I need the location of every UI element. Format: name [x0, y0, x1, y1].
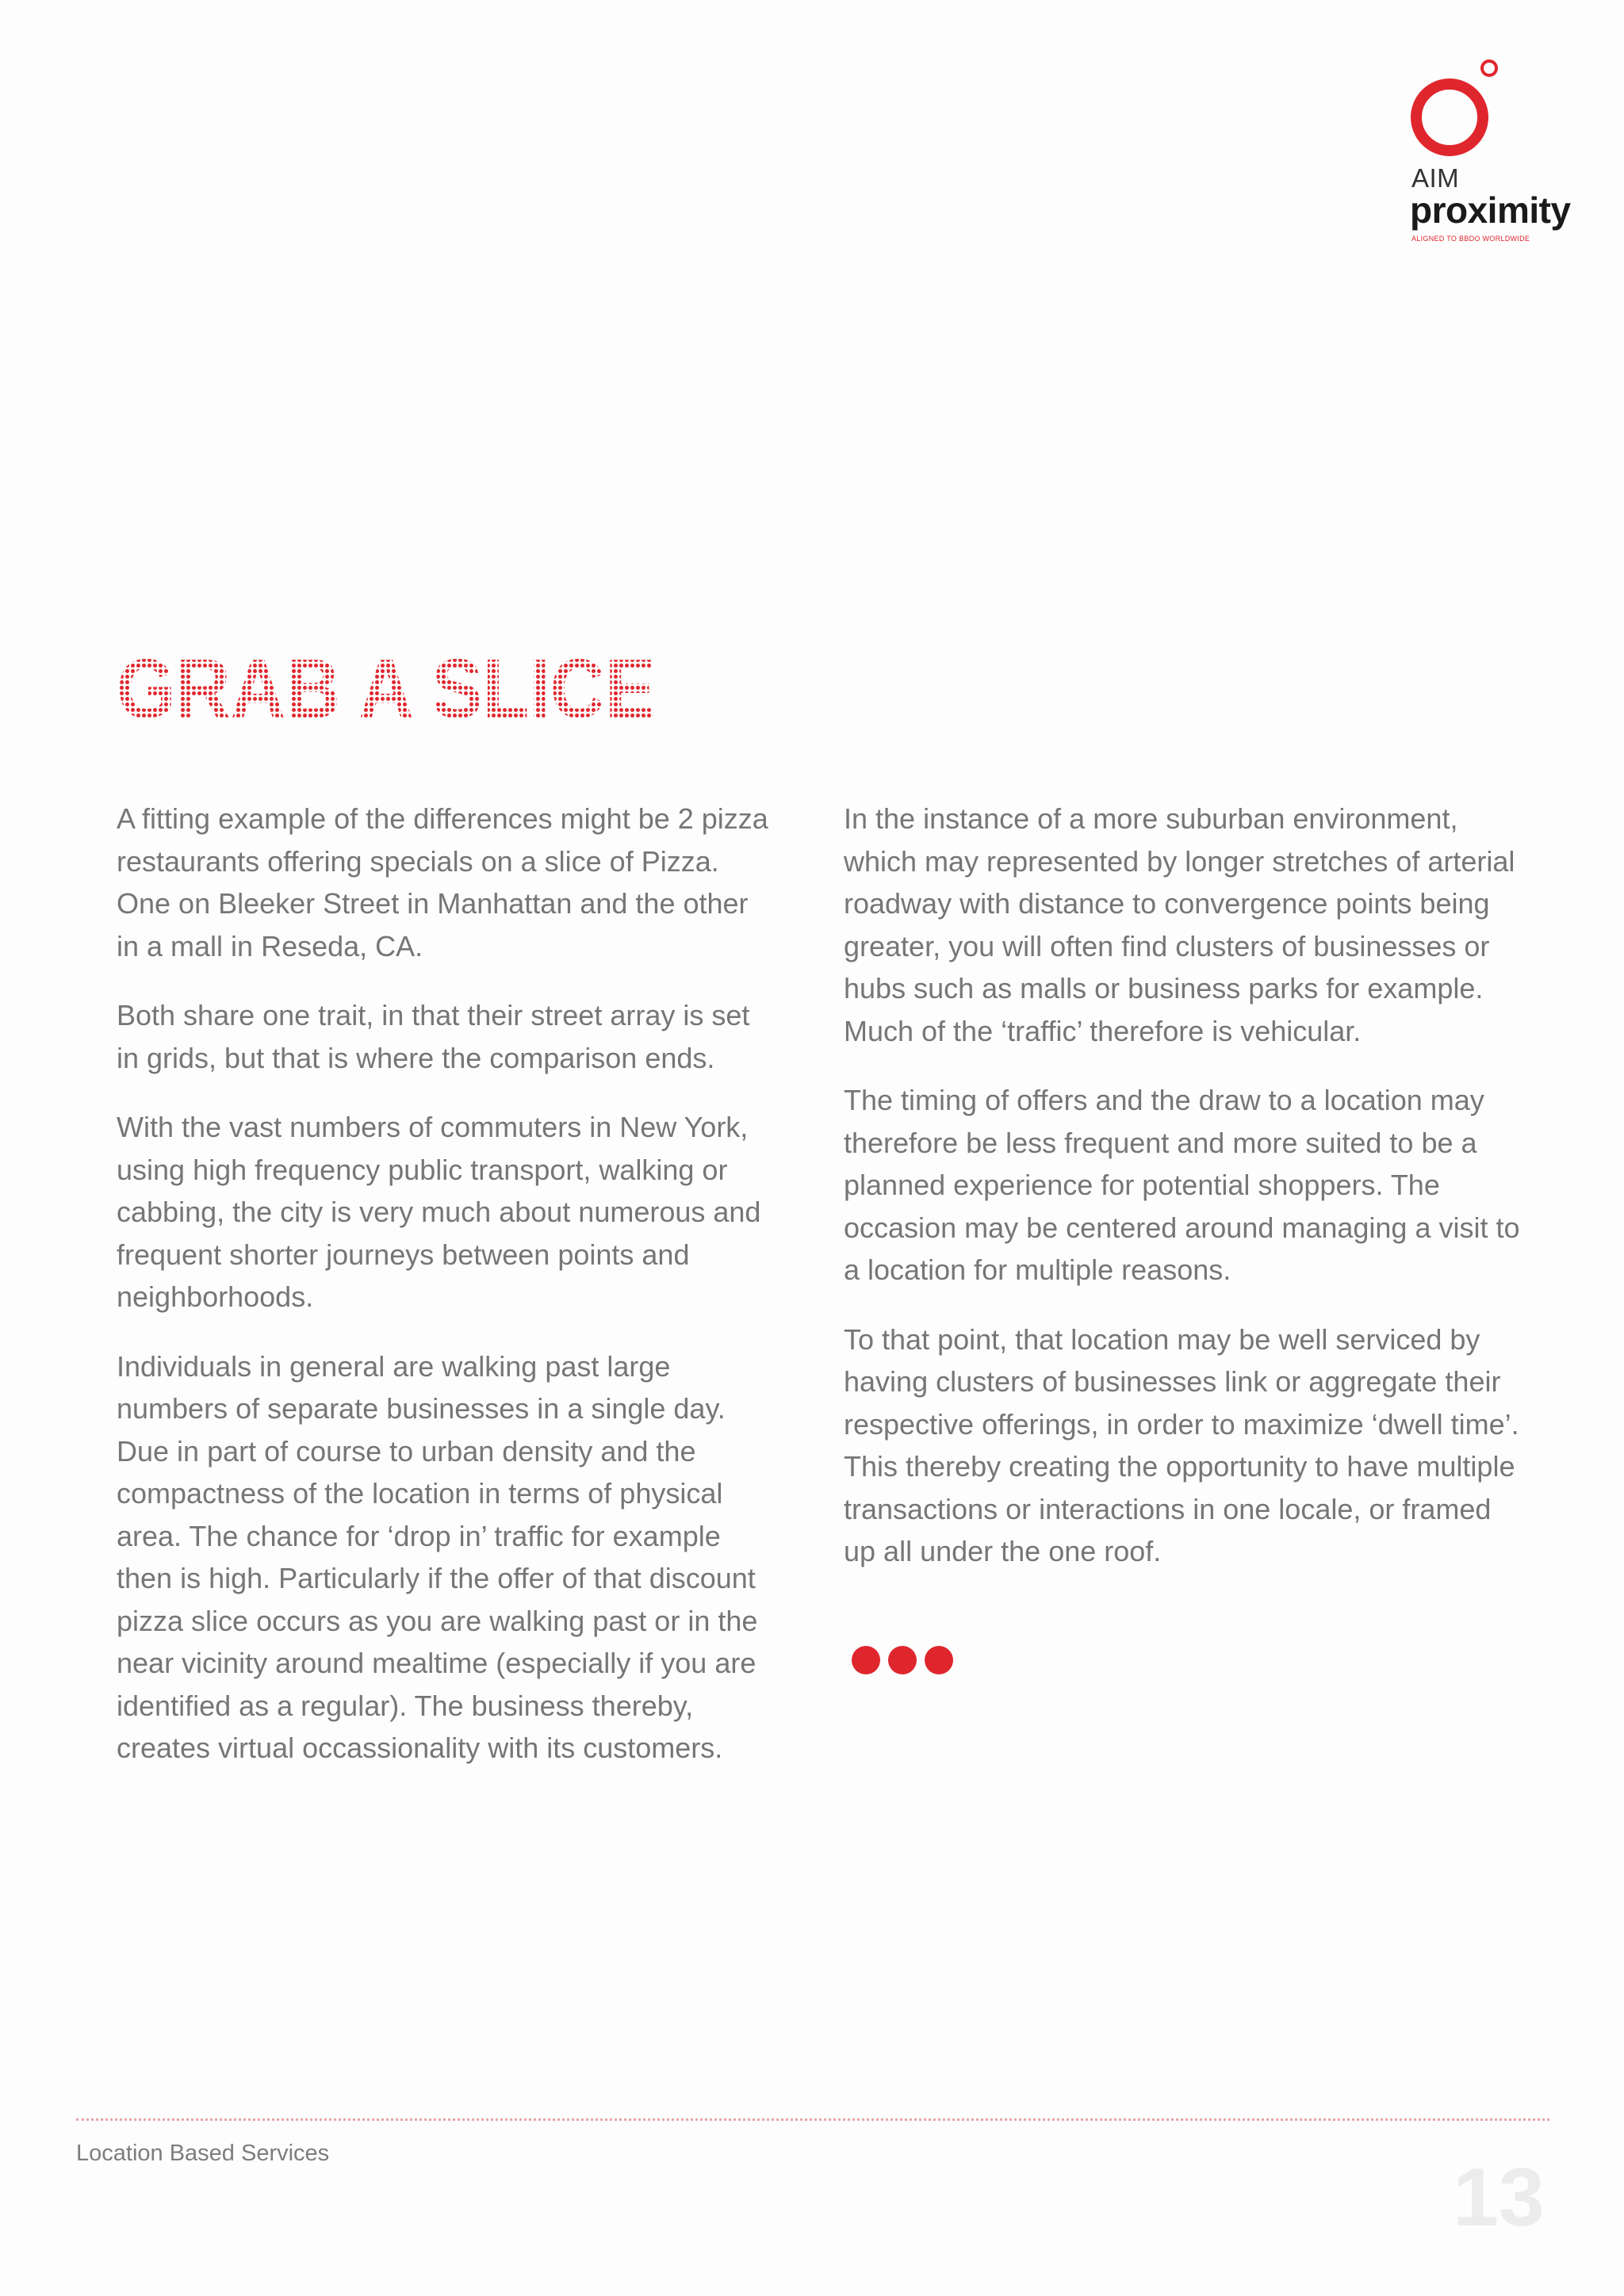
paragraph: In the instance of a more suburban environment, which may represented by longer stretches of arterial roadway with distance to convergence points being greater, you will often find clusters of businesses or hubs such as malls or business parks for example. Much of the ‘traffic’ therefore is vehicular.	[844, 802, 1515, 1047]
footer-divider	[76, 2118, 1549, 2121]
paragraph: Both share one trait, in that their street array is set in grids, but that is where the comparison ends.	[117, 999, 750, 1074]
paragraph: With the vast numbers of commuters in New York, using high frequency public transport, walking or cabbing, the city is very much about numerous and frequent shorter journeys between points and neighborhoods.	[117, 1111, 761, 1313]
proximity-logo-icon	[1404, 57, 1499, 160]
company-logo	[1404, 57, 1578, 255]
paragraph: To that point, that location may be well serviced by having clusters of businesses link or aggregate their respective offerings, in order to maximize ‘dwell time’. This thereby creating the opportunity to have multiple transactions or interactions in one locale, or framed up all under the one roof.	[844, 1322, 1519, 1567]
headline-text: GRAB A SLICE	[117, 646, 656, 729]
logo-text-aim: AIM	[1411, 163, 1460, 193]
footer-label: Location Based Services	[76, 2141, 330, 2166]
section-end-dots-icon	[850, 1644, 955, 1676]
paragraph: The timing of offers and the draw to a location may therefore be less frequent and more suited to be a planned experience for potential shoppers. The occasion may be centered around managing a visit to a location for multiple reasons.	[844, 1084, 1520, 1286]
page-title	[113, 646, 668, 729]
right-column	[844, 798, 1526, 1600]
paragraph: A fitting example of the differences might be 2 pizza restaurants offering specials on a slice of Pizza. One on Bleeker Street in Manhattan and the other in a mall in Reseda, CA.	[117, 802, 768, 962]
logo-text-proximity: proximity	[1410, 189, 1571, 231]
page-number: 13	[1453, 2152, 1545, 2244]
paragraph: Individuals in general are walking past large numbers of separate businesses in a single day. Due in part of course to urban density and the compactness of the location in terms of physical area. The chance for ‘drop in’ traffic for example then is high. Particularly if the offer of that discount pizza slice occurs as you are walking past or in the near vicinity around mealtime (especially if you are identified as a regular). The business thereby, creates virtual occassionality with its customers.	[117, 1349, 758, 1764]
logo-tagline: ALIGNED TO BBDO WORLDWIDE	[1411, 235, 1530, 243]
left-column	[117, 798, 775, 1797]
